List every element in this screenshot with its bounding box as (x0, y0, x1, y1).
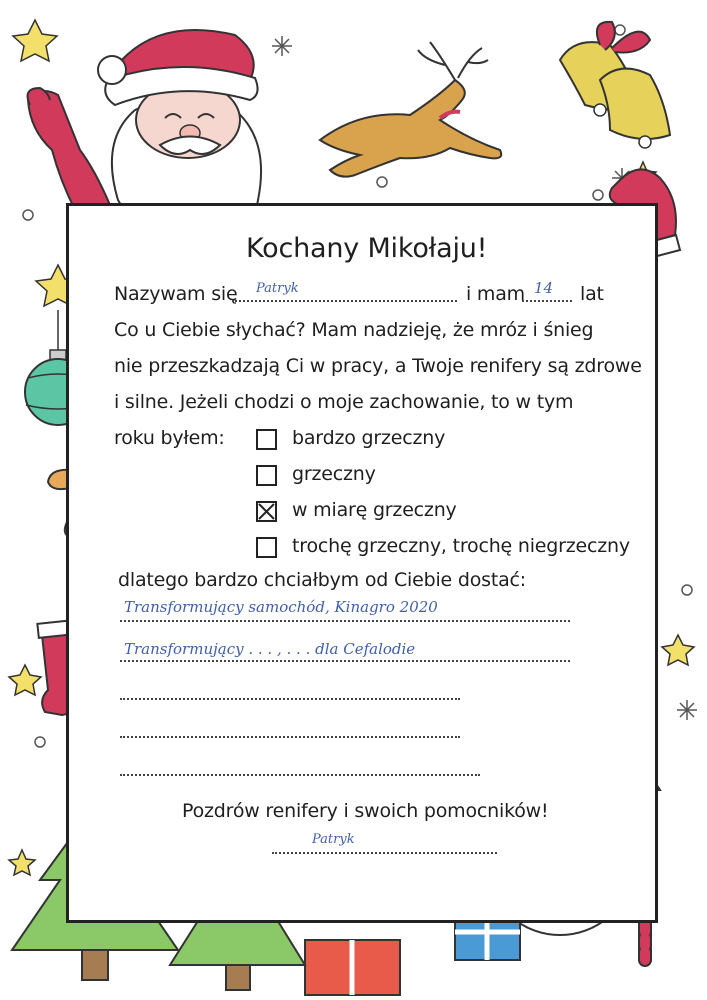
wish-item: Transformujący . . . , . . . dla Cefalodie (124, 640, 416, 658)
wish-line (120, 698, 460, 700)
wish-line (120, 774, 480, 776)
wish-line (120, 660, 570, 662)
paragraph-line: Co u Ciebie słychać? Mam nadzieję, że mróz i śnieg (114, 319, 594, 341)
gift-icon (305, 940, 400, 995)
checkbox-bardzo-grzeczny[interactable] (256, 429, 277, 450)
star-icon (9, 850, 35, 875)
paragraph-line: i silne. Jeżeli chodzi o moje zachowanie, to w tym (114, 391, 574, 413)
closing-line: Pozdrów renifery i swoich pomocników! (182, 800, 549, 822)
behavior-label: roku byłem: (114, 427, 225, 449)
wish-line (120, 736, 460, 738)
wish-intro: dlatego bardzo chciałbym od Ciebie dostać: (118, 569, 526, 591)
age-value: 14 (534, 279, 554, 297)
option-label: bardzo grzeczny (292, 427, 446, 449)
reindeer-icon (320, 42, 501, 177)
star-icon (9, 665, 41, 695)
check-mark-icon (258, 503, 275, 520)
paragraph-line: nie przeszkadzają Ci w pracy, a Twoje renifery są zdrowe (114, 355, 642, 377)
snowflake-icon (677, 700, 697, 720)
checkbox-grzeczny[interactable] (256, 465, 277, 486)
star-icon (13, 20, 57, 61)
name-line (232, 300, 457, 302)
bells-icon (560, 22, 670, 148)
name-value: Patryk (256, 281, 299, 296)
letter-title: Kochany Mikołaju! (246, 233, 488, 264)
age-prefix: i mam (466, 283, 525, 305)
option-label: w miarę grzeczny (292, 499, 457, 521)
checkbox-troche-grzeczny[interactable] (256, 537, 277, 558)
signature: Patryk (312, 832, 355, 847)
option-label: trochę grzeczny, trochę niegrzeczny (292, 535, 630, 557)
option-label: grzeczny (292, 463, 376, 485)
checkbox-w-miare-grzeczny[interactable] (256, 501, 277, 522)
snowflake-icon (272, 36, 292, 56)
star-icon (662, 635, 694, 665)
signature-line (272, 852, 497, 854)
wish-item: Transformujący samochód, Kinagro 2020 (124, 598, 438, 616)
age-line (522, 300, 572, 302)
age-suffix: lat (580, 283, 604, 305)
wish-line (120, 620, 570, 622)
name-prefix: Nazywam się (114, 283, 238, 305)
